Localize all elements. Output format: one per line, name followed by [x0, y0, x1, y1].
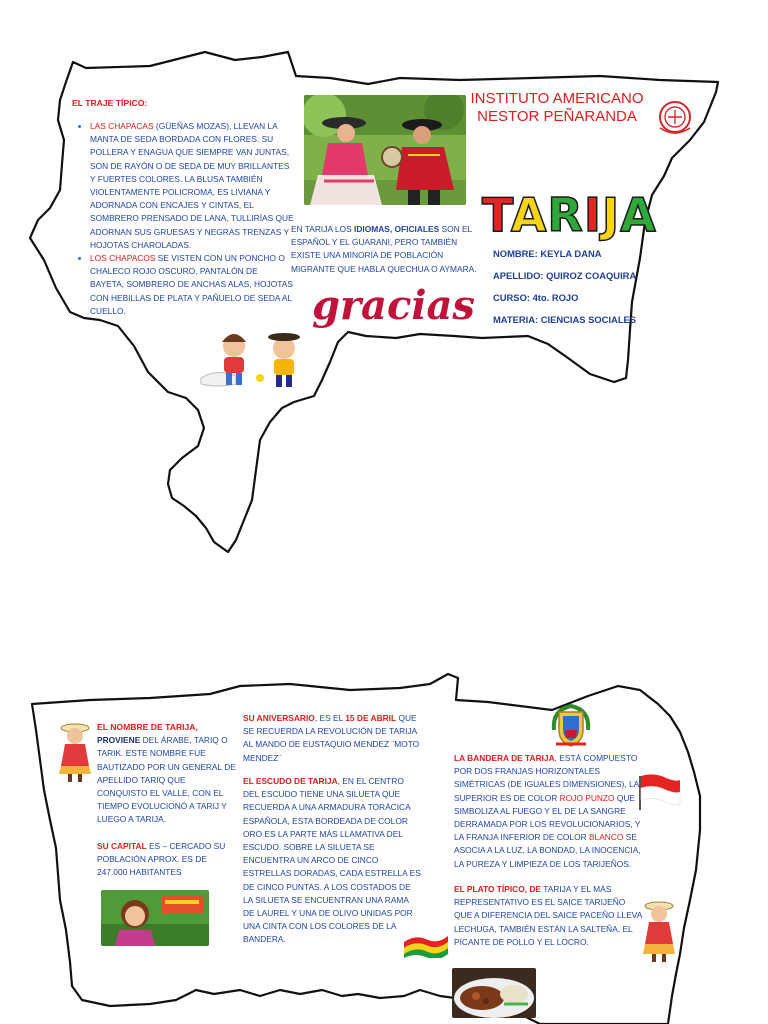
escudo-section [243, 775, 421, 947]
aniversario-date: 15 DE ABRIL [345, 713, 397, 723]
student-nombre: NOMBRE: KEYLA DANA [493, 248, 602, 259]
capital-section [97, 840, 237, 880]
capital-text: ES – CERCADO SU POBLACIÓN APROX. ES DE 247.000 HABITANTES [97, 841, 226, 878]
gracias-wordart: gracias [312, 282, 475, 329]
tarija-letter: T [482, 188, 511, 242]
idiomas-text [291, 223, 477, 276]
traje-item-lead: LAS CHAPACAS [90, 121, 154, 131]
plato-section [454, 883, 642, 949]
traje-item-text: SE VISTEN CON UN PONCHO O CHALECO ROJO OSCURO, PANTALÓN DE BAYETA, SOMBRERO DE ANCHAS ALAS, HOJOTAS CON HEBILLAS DE PLATA Y PAÑUELO DE SEDA AL CUELLO. [90, 253, 293, 316]
traje-item-lead: LOS CHAPACOS [90, 253, 156, 264]
bandera-title: LA BANDERA DE TARIJA [454, 753, 555, 763]
nombre-title: EL NOMBRE DE TARIJA, [97, 722, 198, 732]
plato-text: TARIJA Y EL MÁS REPRESENTATIVO ES EL SAICE TARIJEÑO QUE A DIFERENCIA DEL SAICE PACEÑO LLEVA LECHUGA, TAMBIÉN ESTÁN LA SALTEÑA, EL PICANTE DE POLLO Y EL LOCRO. [454, 884, 642, 947]
nombre-text: DEL ÁRABE, TARIQ O TARIK. ESTE NOMBRE FUE BAUTIZADO POR UN GENERAL DE APELLIDO TARIQ QUE CONQUISTO EL VALLE, CON EL TIEMPO EVOLUCIONÓ A TARIJ Y LUEGO A TARIJA. [97, 735, 236, 825]
idiomas-pre: EN TARIJA LOS [291, 224, 354, 234]
traje-title: EL TRAJE TÍPICO: [72, 98, 148, 108]
traje-item-text: (GÜEÑAS MOZAS), LLEVAN LA MANTA DE SEDA BORDADA CON FLORES. SU POLLERA Y ENAGUA QUE SIEMPRE VAN JUNTAS, SON DE RAYÓN O DE SEDA DE MUY BRILLANTES Y FUERTES COLORES. LA BLUSA TAMBIÉN VIOLENTAMENTE POLICROMA, ES LIVIANA Y ADORNADA CON ENCAJES Y CINTAS, EL SOMBRERO PRENSADO DE LANA, TULLIRÍAS QUE ADORNAN SUS GRUESAS Y NEGRAS TRENZAS Y HOJOTAS CHAROLADAS. [90, 121, 294, 250]
tarija-title [482, 188, 657, 242]
aniversario-pre: , ES EL [314, 713, 346, 723]
nombre-lead: PROVIENE [97, 735, 141, 746]
student-info [493, 248, 653, 325]
tarija-letter: I [583, 188, 602, 242]
traje-item-chapacas [90, 120, 294, 252]
tarija-letter: J [601, 188, 621, 242]
bandera-section [454, 752, 642, 871]
capital-title: SU CAPITAL [97, 841, 147, 851]
tarija-flag-icon [636, 770, 682, 812]
student-curso: CURSO: 4to. ROJO [493, 292, 579, 303]
nombre-section [97, 721, 237, 827]
bandera-red-word: ROJO PUNZO [559, 792, 615, 803]
dancers-photo [304, 95, 466, 205]
plato-title: EL PLATO TÍPICO, DE [454, 884, 542, 894]
escudo-title: EL ESCUDO DE TARIJA [243, 776, 338, 786]
cartoon-girl-image [101, 890, 209, 946]
saice-dish-photo [452, 968, 536, 1018]
escudo-text: , EN EL CENTRO DEL ESCUDO TIENE UNA SILUETA QUE RECUERDA A UNA ARMADURA TORÁCICA ESPAÑOLA, ESTA BORDEADA DE COLOR ORO ES LA PARTE MÁS LLAMATIVA DEL ESCUDO. SOBRE LA SILUETA SE ENCUENTRA UN ARCO DE CINCO ESTRELLAS DORADAS, CADA ESTRELLA ES DE CINCO PUNTAS. A LOS COSTADOS DE LA SILUETA SE ENCUENTRAN UNA RAMA DE LAUREL Y UNA DE OLIVO UNIDAS POR UNA CINTA CON LOS COLORES DE LA BANDERA. [243, 776, 421, 945]
idiomas-bold: IDIOMAS, OFICIALES [354, 224, 440, 234]
institute-line1: INSTITUTO AMERICANO [470, 90, 644, 107]
bandera-p2: QUE SIMBOLIZA AL FUEGO Y EL DE LA SANGRE DERRAMADA POR LOS REVOLUCIONARIOS, Y LA FRANJA INFERIOR DE COLOR [454, 792, 641, 843]
dancers-photo-illustration [304, 95, 466, 205]
bandera-p1: , ESTÁ COMPUESTO POR DOS FRANJAS HORIZONTALES SIMÉTRICAS (DE IGUALES DIMENSIONES), LA SUPERIOR ES DE COLOR [454, 753, 639, 803]
aniversario-text: QUE SE RECUERDA LA REVOLUCIÓN DE TARIJA AL MANDO DE EUSTAQUIO MENDEZ ¨MOTO MENDEZ¨ [243, 713, 420, 763]
tarija-letter: R [547, 188, 584, 242]
idiomas-rest: SON EL ESPAÑOL Y EL GUARANI, PERO TAMBIÉN EXISTE UNA MINORÍA DE POBLACIÓN MIGRANTE QUE HABLA QUECHUA O AYMARA. [291, 224, 477, 274]
bolivia-flag-icon [402, 928, 450, 958]
institute-name [464, 90, 650, 126]
student-materia: MATERIA: CIENCIAS SOCIALES [493, 314, 637, 325]
institute-line2: NESTOR PEÑARANDA [477, 108, 637, 125]
tarija-letter: A [620, 188, 657, 242]
tarija-letter: A [510, 188, 548, 242]
bandera-white-word: BLANCO [588, 832, 624, 843]
kids-illustration [196, 328, 306, 390]
aniversario-section [243, 712, 421, 765]
tarija-coat-of-arms-icon [548, 700, 594, 750]
chapaca-girl-illustration [57, 720, 93, 784]
traje-item-chapacos [90, 252, 294, 318]
chapaca-girl-right-illustration [640, 898, 678, 964]
student-apellido: APELLIDO: QUIROZ COAQUIRA [493, 270, 637, 281]
aniversario-title: SU ANIVERSARIO [243, 713, 315, 723]
bandera-p3: SE ASOCIA A LA LUZ, LA BONDAD, LA INOCENCIA, LA PUREZA Y LIMPIEZA DE LOS TARIJEÑOS. [454, 832, 641, 869]
saice-dish-illustration [452, 968, 536, 1018]
institute-seal-icon [656, 98, 694, 136]
traje-section [72, 98, 294, 318]
cartoon-girl-illustration [101, 890, 209, 946]
